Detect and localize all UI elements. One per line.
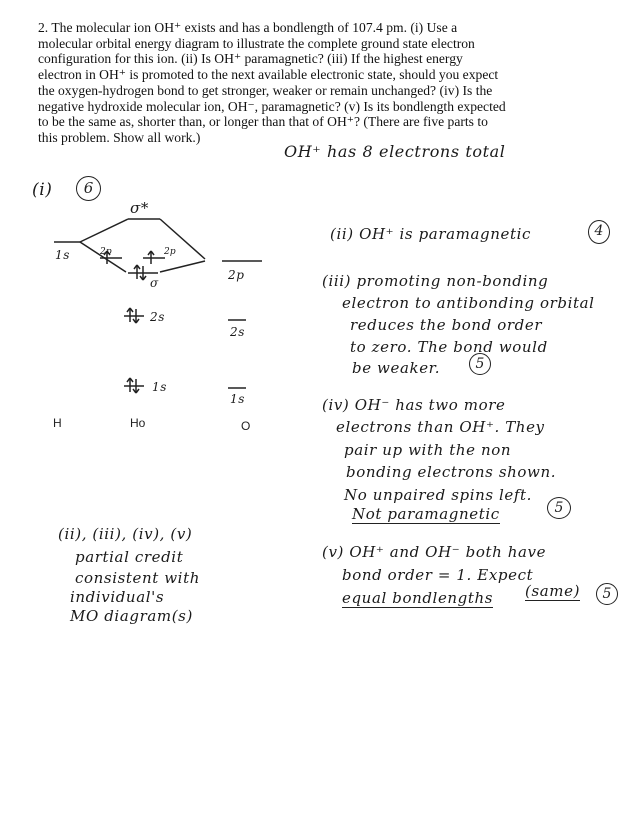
o-1s-label: 1s [230, 392, 245, 406]
answer-v-conclusion: equal bondlengths [342, 589, 494, 607]
partial-credit-line: MO diagram(s) [70, 607, 193, 625]
answer-iii-score: 5 [469, 353, 491, 375]
part-i-score: 6 [76, 176, 101, 201]
question-line: electron in OH⁺ is promoted to the next available electronic state, should you expect [38, 67, 499, 83]
answer-iii-line: to zero. The bond would [350, 338, 548, 356]
atom-mo-label: Ho [130, 416, 146, 430]
answer-iii-line: be weaker. [352, 359, 441, 377]
partial-credit-line: individual's [70, 588, 165, 606]
answer-v-score: 5 [596, 583, 618, 605]
o-2p-label: 2p [228, 268, 245, 282]
question-line: molecular orbital energy diagram to illustrate the complete ground state electron [38, 35, 475, 51]
answer-iii-line: electron to antibonding orbital [342, 294, 595, 312]
answer-ii-score: 4 [588, 220, 610, 244]
o-2s-label: 2s [230, 325, 245, 339]
answer-iv-line: (iv) OH⁻ has two more [322, 396, 506, 414]
answer-iv-line: No unpaired spins left. [344, 486, 533, 504]
electron-count-note: OH⁺ has 8 electrons total [284, 142, 506, 161]
pi-left-label: 2p [100, 247, 112, 257]
sigma-label: σ [150, 276, 159, 290]
question-line: 2. The molecular ion OH⁺ exists and has a bondlength of 107.4 pm. (i) Use a [38, 20, 458, 35]
atom-o-label: O [241, 419, 251, 433]
partial-credit-line: (ii), (iii), (iv), (v) [58, 525, 193, 543]
answer-v-same: (same) [525, 582, 581, 600]
part-i-label: (i) [32, 180, 53, 200]
mo-1s-label: 1s [152, 380, 167, 394]
partial-credit-line: partial credit [75, 548, 184, 566]
partial-credit-line: consistent with [75, 569, 200, 587]
pi-right-label: 2p [164, 247, 176, 257]
answer-ii: (ii) OH⁺ is paramagnetic [330, 225, 531, 243]
question-line: configuration for this ion. (ii) Is OH⁺ paramagnetic? (iii) If the highest energy [38, 51, 463, 67]
answer-iv-line: bonding electrons shown. [346, 463, 557, 481]
question-line: this problem. Show all work.) [38, 129, 201, 145]
answer-iv-line: electrons than OH⁺. They [336, 418, 545, 436]
question-line: the oxygen-hydrogen bond to get stronger, weaker or remain unchanged? (iv) Is the [38, 82, 493, 98]
mo-2s-label: 2s [150, 310, 165, 324]
answer-v-line: (v) OH⁺ and OH⁻ both have [322, 543, 547, 561]
question-line: negative hydroxide molecular ion, OH⁻, paramagnetic? (v) Is its bondlength expected [38, 98, 506, 114]
answer-iii-line: (iii) promoting non-bonding [322, 272, 549, 290]
answer-iv-line: pair up with the non [344, 441, 512, 459]
sigma-star-label: σ* [130, 199, 149, 217]
answer-iv-score: 5 [547, 497, 571, 519]
answer-iii-line: reduces the bond order [350, 316, 543, 334]
atom-h-label: H [53, 416, 62, 430]
answer-v-line: bond order = 1. Expect [342, 566, 534, 584]
answer-iv-conclusion: Not paramagnetic [352, 505, 500, 523]
question-line: to be the same as, shorter than, or longer than that of OH⁺? (There are five parts to [38, 114, 488, 130]
h-1s-label: 1s [55, 248, 70, 262]
